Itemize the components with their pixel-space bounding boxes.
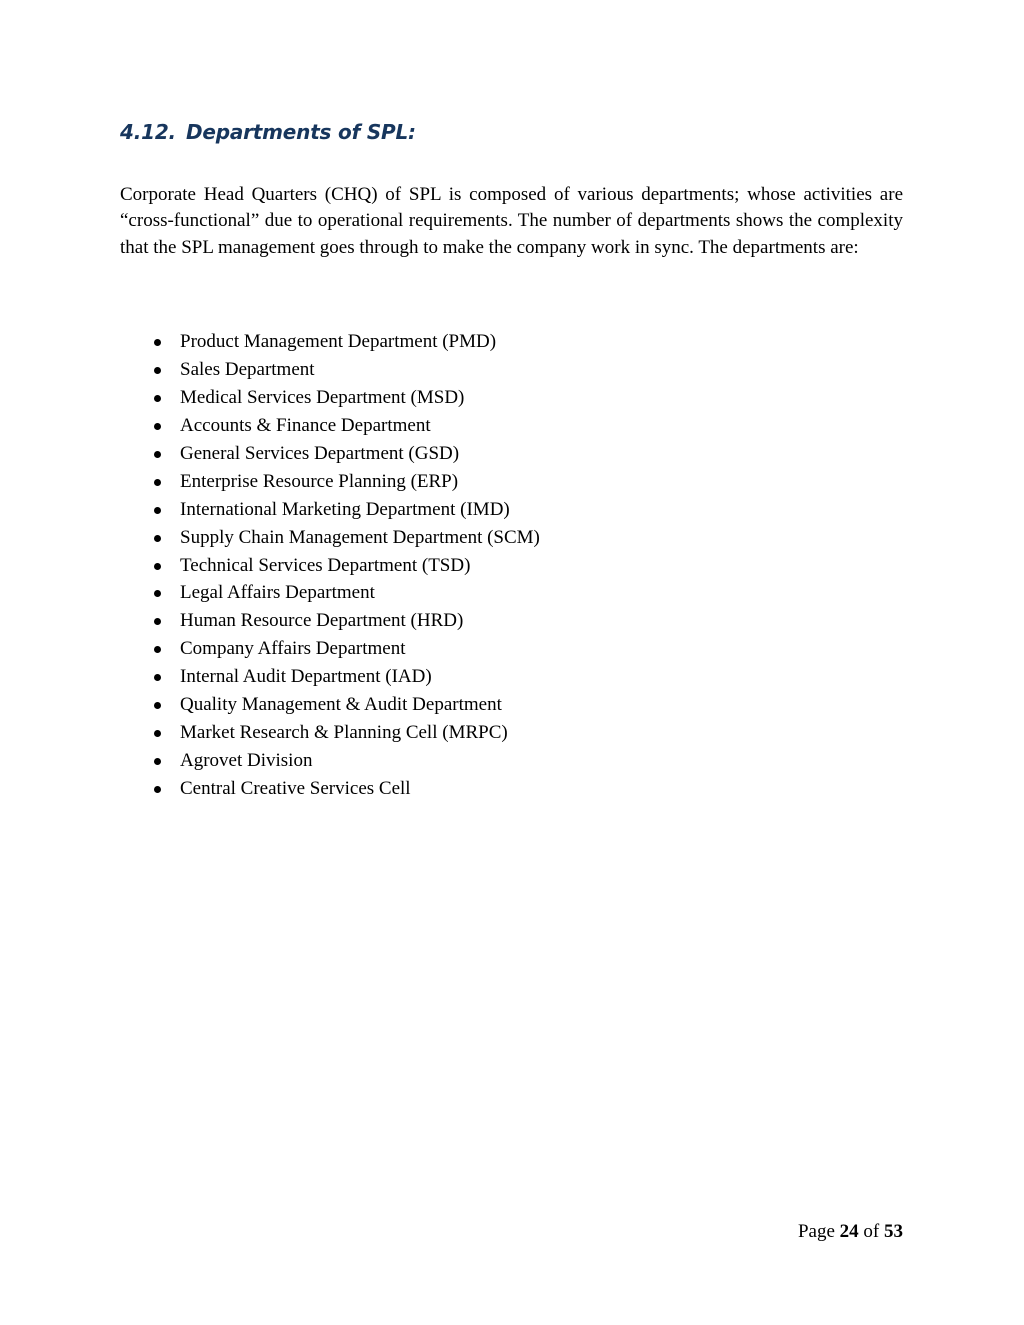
list-item [120, 775, 540, 803]
footer-of-word: of [863, 1221, 880, 1242]
list-item [120, 579, 540, 607]
list-item [120, 496, 540, 524]
department-name: Enterprise Resource Planning (ERP) [180, 470, 459, 492]
bullet-icon [154, 674, 161, 681]
department-name: Sales Department [180, 358, 315, 380]
department-name: Internal Audit Department (IAD) [180, 666, 432, 688]
list-item [120, 356, 540, 384]
department-name: Medical Services Department (MSD) [180, 386, 465, 408]
bullet-icon [154, 786, 161, 793]
section-title: Departments of SPL: [185, 120, 416, 144]
departments-list [120, 328, 540, 803]
bullet-icon [154, 730, 161, 737]
department-name: International Marketing Department (IMD) [180, 498, 510, 520]
department-name: General Services Department (GSD) [180, 442, 460, 464]
department-name: Human Resource Department (HRD) [180, 610, 464, 632]
footer-current-page: 24 [839, 1221, 859, 1242]
list-item [120, 663, 540, 691]
list-item [120, 747, 540, 775]
list-item [120, 440, 540, 468]
list-item [120, 384, 540, 412]
bullet-icon [154, 507, 161, 514]
bullet-icon [154, 395, 161, 402]
footer-total-pages: 53 [884, 1221, 903, 1242]
list-item [120, 524, 540, 552]
department-name: Supply Chain Management Department (SCM) [180, 526, 540, 548]
list-item [120, 328, 540, 356]
bullet-icon [154, 618, 161, 625]
department-name: Company Affairs Department [180, 638, 406, 660]
bullet-icon [154, 590, 161, 597]
list-item [120, 412, 540, 440]
department-name: Market Research & Planning Cell (MRPC) [180, 722, 508, 744]
bullet-icon [154, 535, 161, 542]
section-number: 4.12. [120, 120, 176, 144]
bullet-icon [154, 646, 161, 653]
department-name: Quality Management & Audit Department [180, 694, 502, 716]
list-item [120, 552, 540, 580]
bullet-icon [154, 563, 161, 570]
bullet-icon [154, 451, 161, 458]
list-item [120, 607, 540, 635]
list-item [120, 635, 540, 663]
bullet-icon [154, 423, 161, 430]
department-name: Central Creative Services Cell [180, 778, 411, 799]
section-heading [120, 120, 416, 144]
list-item [120, 691, 540, 719]
bullet-icon [154, 479, 161, 486]
bullet-icon [154, 339, 161, 346]
department-name: Legal Affairs Department [180, 582, 375, 604]
bullet-icon [154, 367, 161, 374]
intro-paragraph: Corporate Head Quarters (CHQ) of SPL is composed of various departments; whose activities are “cross-functional” due to operational requirements. The number of departments shows the complexity that the SPL management goes through to make the company work in sync. The departments are: [120, 184, 903, 258]
footer-page-word: Page [797, 1221, 835, 1242]
bullet-icon [154, 758, 161, 765]
list-item [120, 719, 540, 747]
page-footer [798, 1221, 903, 1243]
department-name: Product Management Department (PMD) [180, 331, 497, 352]
department-name: Accounts & Finance Department [180, 414, 431, 436]
bullet-icon [154, 702, 161, 709]
department-name: Technical Services Department (TSD) [180, 554, 471, 576]
list-item [120, 468, 540, 496]
department-name: Agrovet Division [180, 750, 313, 772]
